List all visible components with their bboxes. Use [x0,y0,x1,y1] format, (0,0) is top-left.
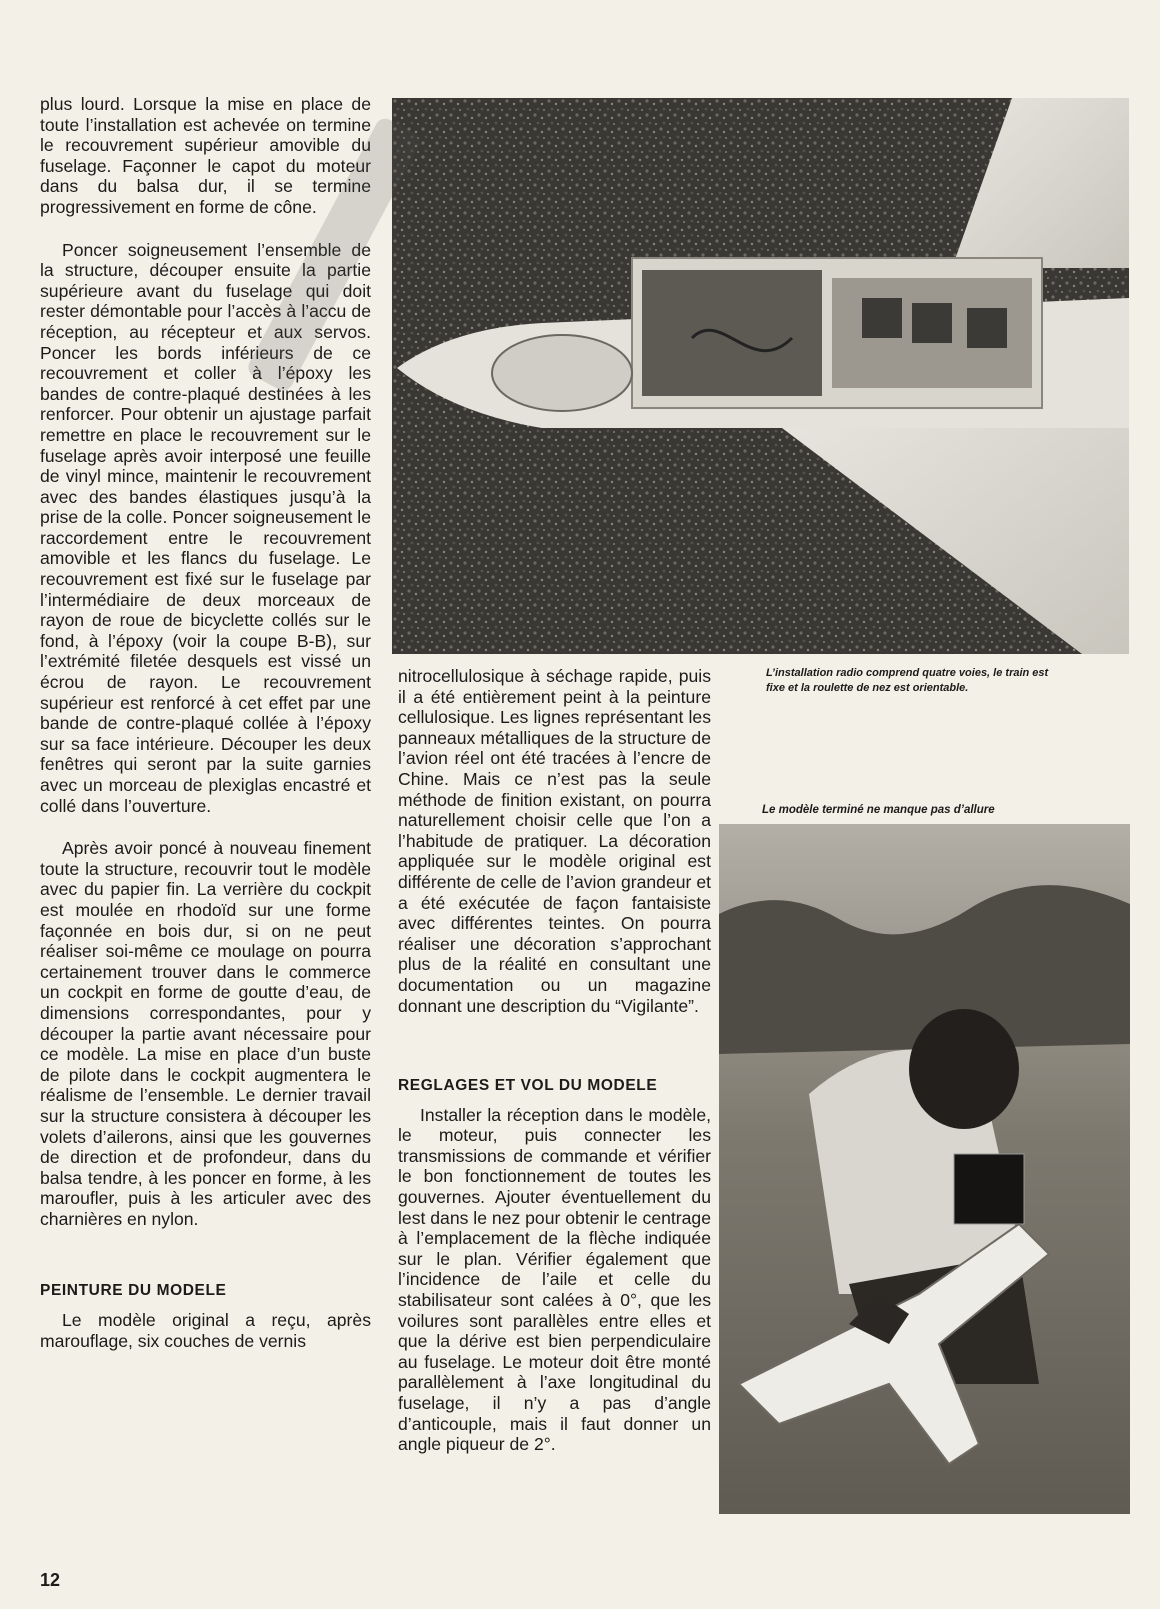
aircraft-model-top-view [392,98,1129,654]
paragraph: nitrocellulosique à séchage rapide, puis il a été entièrement peint à la peinture cellulosique. Les lignes représentant les panneaux métalliques de la structure de l’avion réel ont été tracées à l’encre de Chine. Mais ce n’est pas la seule méthode de finition existant, on pourra naturellement choisir celle que l’on a l’habitude de pratiquer. La décoration appliquée sur le modèle original est différente de celle de l’avion grandeur et a été exécutée de façon fantaisiste avec différentes teintes. On pourra réaliser une décoration s’approchant plus de la réalité en consultant une documentation ou un magazine donnant une description du “Vigilante”. [398,666,711,1016]
paragraph: Poncer soigneusement l’ensemble de la structure, découper ensuite la partie supérieure avant du fuselage qui doit rester démontable pour l’accès à l’accu de réception, au récepteur et aux servos. Poncer les bords inférieurs de ce recouvrement et coller à l’époxy les bandes de contre-plaqué destinées à les renforcer. Pour obtenir un ajustage parfait remettre en place le recouvrement sur le fuselage après avoir interposé une feuille de vinyl mince, maintenir le recouvrement avec des bandes élastiques jusqu’à la prise de la colle. Poncer soigneusement le raccordement entre le recouvrement amovible et les flancs du fuselage. Le recouvrement est fixé sur le fuselage par l’intermédiaire de deux morceaux de rayon de roue de bicyclette collés sur le fond, à l’époxy (voir la coupe B-B), sur l’extrémité filetée desquels est vissé un écrou de rayon. Le recouvrement supérieur est renforcé à cet effet par une bande de contre-plaqué collée à l’époxy sur sa face intérieure. Découper les deux fenêtres qui seront par la suite garnies avec un morceau de plexiglas encastré et collé dans l’ouverture. [40,239,371,816]
paragraph: Après avoir poncé à nouveau finement toute la structure, recouvrir tout le modèle avec du papier fin. La verrière du cockpit est moulée en rhodoïd sur une forme façonnée en bois dur, si on ne peut réaliser soi-même ce moulage on pourra certainement trouver dans le commerce un cockpit en forme de goutte d’eau, de dimensions correspondantes, pour y découper la partie avant nécessaire pour ce modèle. La mise en place d’un buste de pilote dans le cockpit augmentera le réalisme de l’ensemble. Le dernier travail sur la structure consistera à découper les volets d’ailerons, ainsi que les gouvernes de direction et de profondeur, dans du balsa tendre, à les poncer en forme, à les maroufler, puis à les articuler avec des charnières en nylon. [40,838,371,1229]
section-heading: PEINTURE DU MODELE [40,1282,227,1300]
section-heading: REGLAGES ET VOL DU MODELE [398,1077,658,1095]
paragraph: Installer la réception dans le modèle, le moteur, puis connecter les transmissions de commande et vérifier le bon fonctionnement de toutes les gouvernes. Ajouter éventuellement du lest dans le nez pour obtenir le centrage à l’emplacement de la flèche indiquée sur le plan. Vérifier également que l’incidence de l’aile et celle du stabilisateur sont calées à 0°, que les voilures sont parallèles entre elles et que la dérive est bien perpendiculaire au fuselage. Le moteur doit être monté parallèlement à l’axe longitudinal du fuselage, il n’y a pas d’angle d’anticouple, mais il faut donner un angle piqueur de 2°. [398,1104,711,1455]
paragraph: Le modèle original a reçu, après marouflage, six couches de vernis [40,1310,371,1351]
left-text-column [40,94,371,1351]
bottom-photo-caption: Le modèle terminé ne manque pas d’allure [762,804,995,816]
paragraph: plus lourd. Lorsque la mise en place de toute l’installation est achevée on termine le recouvrement supérieur amovible du fuselage. Façonner le capot du moteur dans du balsa dur, il se termine progressivement en forme de cône. [40,94,371,217]
page-number: 12 [40,1570,61,1590]
top-photo-radio-installation [392,98,1129,654]
top-photo-caption: L’installation radio comprend quatre voies, le train est fixe et la roulette de nez est orientable. [766,667,1049,694]
man-with-model-photo [719,824,1130,1514]
middle-text-column [398,666,711,1455]
bottom-photo-finished-model [719,824,1130,1514]
